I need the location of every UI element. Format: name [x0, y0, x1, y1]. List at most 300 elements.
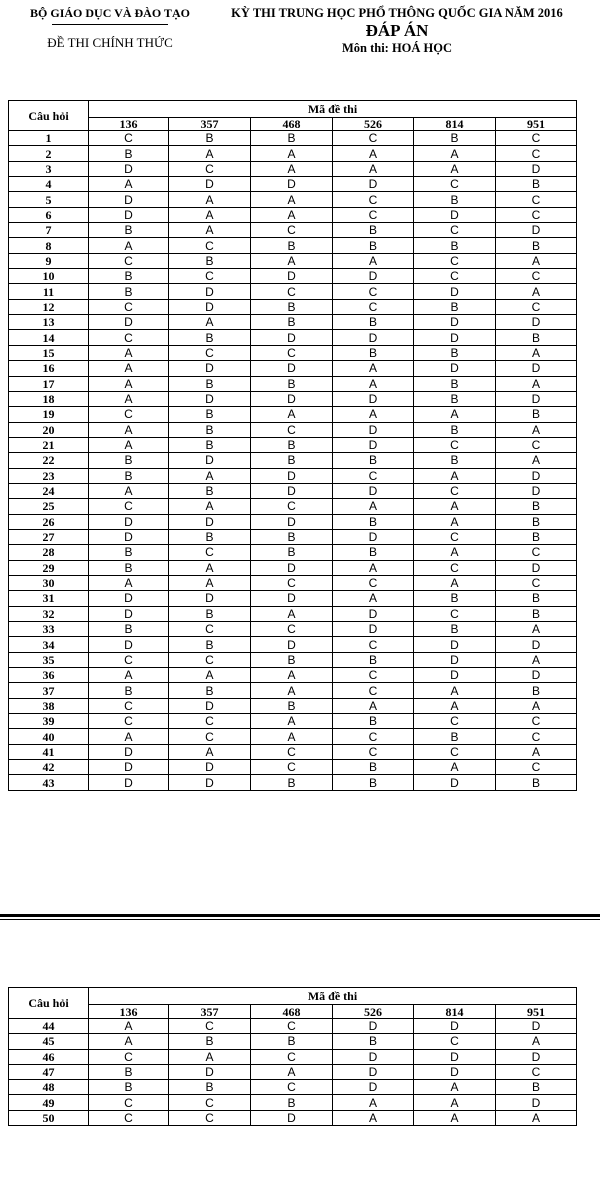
answer-cell: A	[333, 560, 414, 575]
answer-cell: D	[333, 1080, 414, 1095]
answer-row	[9, 683, 577, 698]
answer-row	[9, 330, 577, 345]
exam-code-header: 951	[496, 1005, 577, 1019]
question-number: 7	[9, 223, 89, 238]
answer-cell: D	[89, 514, 169, 529]
answer-cell: D	[333, 1064, 414, 1079]
answer-row	[9, 575, 577, 590]
answer-cell: A	[251, 606, 333, 621]
answer-cell: B	[89, 284, 169, 299]
answer-cell: B	[496, 499, 577, 514]
answer-cell: C	[333, 637, 414, 652]
question-number: 22	[9, 453, 89, 468]
answer-cell: C	[169, 729, 251, 744]
answer-cell: D	[496, 1019, 577, 1034]
answer-cell: B	[89, 269, 169, 284]
answer-cell: A	[89, 1034, 169, 1049]
answer-cell: A	[169, 146, 251, 161]
answer-cell: A	[414, 468, 496, 483]
answer-cell: D	[496, 468, 577, 483]
answer-cell: C	[333, 668, 414, 683]
answer-cell: C	[496, 299, 577, 314]
answer-cell: D	[496, 483, 577, 498]
question-number: 15	[9, 345, 89, 360]
question-number: 26	[9, 514, 89, 529]
answer-cell: B	[333, 514, 414, 529]
answer-cell: C	[496, 437, 577, 452]
question-number: 29	[9, 560, 89, 575]
answer-cell: A	[169, 560, 251, 575]
answer-cell: D	[333, 622, 414, 637]
answer-row	[9, 269, 577, 284]
ministry-underline	[52, 24, 168, 25]
answer-table-part-2	[8, 987, 577, 1126]
answer-row	[9, 315, 577, 330]
answer-row	[9, 161, 577, 176]
question-number: 28	[9, 545, 89, 560]
answer-cell: C	[169, 269, 251, 284]
answer-cell: A	[496, 453, 577, 468]
answer-cell: B	[496, 177, 577, 192]
answer-cell: A	[251, 192, 333, 207]
answer-cell: D	[496, 668, 577, 683]
answer-cell: B	[496, 529, 577, 544]
answer-cell: D	[169, 514, 251, 529]
answer-cell: C	[251, 499, 333, 514]
question-number: 33	[9, 622, 89, 637]
answer-rows-part-1	[9, 131, 577, 791]
exam-code-header: 526	[333, 118, 414, 131]
answer-cell: D	[251, 560, 333, 575]
answer-row	[9, 514, 577, 529]
answer-cell: D	[333, 529, 414, 544]
answer-row	[9, 499, 577, 514]
answer-cell: D	[333, 422, 414, 437]
answer-cell: D	[333, 1049, 414, 1064]
answer-cell: D	[251, 468, 333, 483]
answer-cell: A	[89, 376, 169, 391]
answer-cell: A	[251, 207, 333, 222]
answer-cell: B	[414, 729, 496, 744]
answer-cell: C	[251, 1019, 333, 1034]
answer-cell: C	[89, 299, 169, 314]
answer-cell: B	[333, 315, 414, 330]
answer-cell: B	[333, 760, 414, 775]
question-number: 18	[9, 391, 89, 406]
answer-cell: D	[496, 161, 577, 176]
answer-cell: C	[169, 1095, 251, 1110]
answer-row	[9, 652, 577, 667]
answer-cell: B	[496, 1080, 577, 1095]
answer-cell: B	[89, 1080, 169, 1095]
question-number: 47	[9, 1064, 89, 1079]
question-number: 43	[9, 775, 89, 790]
answer-cell: D	[169, 760, 251, 775]
answer-cell: C	[251, 744, 333, 759]
answer-cell: A	[333, 1110, 414, 1125]
answer-cell: D	[414, 1064, 496, 1079]
question-number: 50	[9, 1110, 89, 1125]
answer-cell: A	[496, 1034, 577, 1049]
question-number: 34	[9, 637, 89, 652]
answer-cell: D	[89, 161, 169, 176]
answer-cell: A	[89, 238, 169, 253]
question-number: 4	[9, 177, 89, 192]
answer-cell: A	[333, 146, 414, 161]
answer-row	[9, 177, 577, 192]
question-number: 41	[9, 744, 89, 759]
answer-cell: C	[89, 698, 169, 713]
answer-cell: C	[414, 560, 496, 575]
answer-cell: D	[169, 299, 251, 314]
question-number: 20	[9, 422, 89, 437]
answer-row	[9, 1080, 577, 1095]
answer-cell: B	[89, 223, 169, 238]
exam-code-header: 136	[89, 1005, 169, 1019]
answer-cell: C	[251, 760, 333, 775]
question-number: 42	[9, 760, 89, 775]
answer-cell: B	[251, 315, 333, 330]
answer-cell: A	[333, 698, 414, 713]
official-exam-label: ĐỀ THI CHÍNH THỨC	[47, 35, 173, 50]
answer-cell: B	[169, 422, 251, 437]
question-number: 24	[9, 483, 89, 498]
answer-cell: B	[496, 683, 577, 698]
answer-table-part-1	[8, 100, 577, 791]
answer-cell: D	[496, 315, 577, 330]
answer-cell: A	[251, 1064, 333, 1079]
answer-cell: A	[496, 345, 577, 360]
question-number: 8	[9, 238, 89, 253]
answer-cell: D	[496, 391, 577, 406]
answer-cell: C	[414, 714, 496, 729]
answer-cell: B	[169, 1080, 251, 1095]
answer-cell: D	[89, 637, 169, 652]
answer-cell: C	[333, 744, 414, 759]
answer-cell: A	[251, 407, 333, 422]
answer-cell: B	[414, 622, 496, 637]
question-number: 19	[9, 407, 89, 422]
answer-row	[9, 131, 577, 146]
answer-cell: C	[89, 253, 169, 268]
answer-cell: A	[333, 407, 414, 422]
answer-cell: D	[251, 591, 333, 606]
question-number: 44	[9, 1019, 89, 1034]
answer-cell: D	[169, 177, 251, 192]
answer-cell: B	[496, 330, 577, 345]
answer-cell: A	[414, 1110, 496, 1125]
exam-code-header: 526	[333, 1005, 414, 1019]
answer-cell: A	[251, 729, 333, 744]
answer-cell: D	[89, 606, 169, 621]
question-number: 14	[9, 330, 89, 345]
answer-cell: A	[496, 652, 577, 667]
answer-row	[9, 376, 577, 391]
answer-cell: B	[496, 775, 577, 790]
answer-row	[9, 253, 577, 268]
answer-cell: C	[496, 146, 577, 161]
answer-row	[9, 238, 577, 253]
answer-cell: B	[251, 1034, 333, 1049]
answer-cell: B	[414, 131, 496, 146]
answer-cell: B	[169, 253, 251, 268]
answer-cell: D	[169, 361, 251, 376]
answer-cell: D	[251, 269, 333, 284]
answer-cell: B	[414, 345, 496, 360]
answer-cell: C	[496, 729, 577, 744]
question-number: 23	[9, 468, 89, 483]
answer-cell: D	[414, 315, 496, 330]
answer-cell: C	[89, 131, 169, 146]
answer-cell: D	[333, 483, 414, 498]
answer-cell: C	[251, 345, 333, 360]
answer-cell: A	[333, 376, 414, 391]
answer-cell: A	[169, 207, 251, 222]
question-column-header: Câu hỏi	[9, 988, 89, 1019]
answer-row	[9, 560, 577, 575]
answer-row	[9, 1095, 577, 1110]
answer-cell: B	[333, 714, 414, 729]
answer-cell: B	[333, 345, 414, 360]
answer-cell: A	[169, 192, 251, 207]
answer-cell: A	[89, 483, 169, 498]
answer-cell: A	[333, 253, 414, 268]
answer-cell: B	[414, 422, 496, 437]
answer-cell: A	[414, 683, 496, 698]
answer-row	[9, 1034, 577, 1049]
answer-row	[9, 284, 577, 299]
answer-cell: C	[496, 1064, 577, 1079]
answer-row	[9, 437, 577, 452]
answer-cell: A	[333, 361, 414, 376]
answer-cell: B	[333, 545, 414, 560]
answer-cell: A	[251, 683, 333, 698]
answer-cell: A	[414, 161, 496, 176]
answer-cell: A	[414, 407, 496, 422]
answer-cell: C	[169, 161, 251, 176]
answer-cell: C	[333, 299, 414, 314]
answer-cell: C	[89, 1095, 169, 1110]
answer-cell: B	[89, 1064, 169, 1079]
exam-code-header: 814	[414, 1005, 496, 1019]
answer-cell: B	[169, 437, 251, 452]
issuer-block	[10, 6, 210, 51]
answer-cell: D	[169, 284, 251, 299]
answer-cell: A	[89, 668, 169, 683]
answer-cell: D	[251, 361, 333, 376]
answer-cell: A	[169, 468, 251, 483]
answer-cell: C	[333, 207, 414, 222]
answer-cell: C	[333, 131, 414, 146]
answer-cell: B	[89, 453, 169, 468]
answer-row	[9, 637, 577, 652]
answer-cell: D	[496, 361, 577, 376]
question-number: 35	[9, 652, 89, 667]
answer-row	[9, 729, 577, 744]
answer-cell: A	[169, 744, 251, 759]
answer-cell: D	[169, 698, 251, 713]
answer-cell: B	[333, 223, 414, 238]
answer-cell: A	[251, 146, 333, 161]
answer-cell: D	[414, 775, 496, 790]
answer-cell: C	[333, 192, 414, 207]
answer-cell: A	[89, 1019, 169, 1034]
answer-cell: D	[414, 637, 496, 652]
answer-cell: C	[251, 422, 333, 437]
answer-cell: D	[414, 1019, 496, 1034]
answer-cell: A	[169, 499, 251, 514]
answer-cell: C	[251, 575, 333, 590]
answer-row	[9, 760, 577, 775]
exam-code-header: 136	[89, 118, 169, 131]
question-number: 13	[9, 315, 89, 330]
answer-cell: B	[251, 131, 333, 146]
question-number: 49	[9, 1095, 89, 1110]
answer-cell: A	[169, 668, 251, 683]
answer-cell: D	[89, 760, 169, 775]
answer-cell: D	[169, 391, 251, 406]
answer-cell: C	[496, 269, 577, 284]
question-number: 46	[9, 1049, 89, 1064]
question-number: 30	[9, 575, 89, 590]
answer-cell: C	[169, 652, 251, 667]
answer-cell: B	[169, 407, 251, 422]
answer-cell: A	[414, 760, 496, 775]
answer-cell: D	[414, 652, 496, 667]
answer-cell: D	[89, 775, 169, 790]
answer-cell: A	[414, 1095, 496, 1110]
answer-cell: C	[169, 545, 251, 560]
answer-row	[9, 299, 577, 314]
answer-cell: C	[496, 192, 577, 207]
answer-cell: C	[169, 238, 251, 253]
question-number: 10	[9, 269, 89, 284]
page-separator-thin	[0, 919, 600, 920]
answer-row	[9, 545, 577, 560]
answer-cell: D	[414, 361, 496, 376]
answer-row	[9, 622, 577, 637]
answer-cell: A	[333, 499, 414, 514]
answer-cell: D	[251, 637, 333, 652]
answer-cell: A	[496, 376, 577, 391]
answer-row	[9, 744, 577, 759]
answer-cell: B	[251, 299, 333, 314]
answer-cell: A	[333, 1095, 414, 1110]
answer-cell: C	[496, 575, 577, 590]
question-number: 39	[9, 714, 89, 729]
answer-cell: C	[414, 483, 496, 498]
answer-row	[9, 1110, 577, 1125]
answer-cell: D	[333, 269, 414, 284]
answer-cell: C	[251, 284, 333, 299]
answer-cell: B	[89, 468, 169, 483]
answer-cell: D	[333, 606, 414, 621]
answer-row	[9, 453, 577, 468]
answer-cell: B	[496, 514, 577, 529]
answer-cell: A	[496, 622, 577, 637]
answer-cell: A	[414, 575, 496, 590]
page-separator-thick	[0, 914, 600, 917]
answer-cell: A	[89, 345, 169, 360]
answer-cell: C	[251, 223, 333, 238]
question-number: 32	[9, 606, 89, 621]
answer-cell: A	[89, 391, 169, 406]
answer-cell: D	[169, 591, 251, 606]
answer-cell: C	[169, 345, 251, 360]
answer-cell: B	[251, 529, 333, 544]
answer-row	[9, 146, 577, 161]
answer-cell: A	[89, 361, 169, 376]
answer-cell: B	[414, 299, 496, 314]
exam-title: KỲ THI TRUNG HỌC PHỔ THÔNG QUỐC GIA NĂM 2016	[231, 6, 563, 20]
answer-cell: C	[251, 1080, 333, 1095]
answer-cell: D	[251, 330, 333, 345]
answer-cell: A	[414, 499, 496, 514]
answer-cell: B	[414, 591, 496, 606]
answer-cell: C	[169, 622, 251, 637]
answer-cell: C	[251, 622, 333, 637]
answer-cell: D	[333, 1019, 414, 1034]
answer-cell: A	[414, 1080, 496, 1095]
exam-code-header: 814	[414, 118, 496, 131]
question-number: 6	[9, 207, 89, 222]
answer-cell: A	[251, 253, 333, 268]
answer-cell: C	[89, 499, 169, 514]
question-number: 21	[9, 437, 89, 452]
answer-cell: C	[169, 714, 251, 729]
question-number: 3	[9, 161, 89, 176]
answer-cell: B	[333, 1034, 414, 1049]
answer-cell: D	[169, 1064, 251, 1079]
answer-cell: A	[414, 146, 496, 161]
question-number: 5	[9, 192, 89, 207]
answer-row	[9, 591, 577, 606]
answer-cell: A	[89, 422, 169, 437]
answer-cell: C	[414, 437, 496, 452]
subject-line: Môn thi: HOÁ HỌC	[341, 41, 453, 55]
answer-cell: A	[169, 315, 251, 330]
question-number: 36	[9, 668, 89, 683]
answer-cell: D	[496, 560, 577, 575]
answer-cell: C	[333, 575, 414, 590]
answer-cell: B	[89, 146, 169, 161]
answer-cell: A	[414, 514, 496, 529]
answer-cell: C	[333, 683, 414, 698]
answer-cell: B	[251, 437, 333, 452]
answer-cell: C	[89, 1049, 169, 1064]
answer-cell: B	[89, 545, 169, 560]
answer-cell: A	[251, 668, 333, 683]
question-number: 16	[9, 361, 89, 376]
answer-cell: D	[333, 177, 414, 192]
answer-cell: A	[333, 591, 414, 606]
question-number: 2	[9, 146, 89, 161]
answer-cell: A	[496, 744, 577, 759]
answer-row	[9, 1064, 577, 1079]
answer-cell: B	[89, 683, 169, 698]
answer-row	[9, 223, 577, 238]
question-number: 31	[9, 591, 89, 606]
answer-cell: C	[414, 744, 496, 759]
answer-cell: B	[251, 775, 333, 790]
answer-row	[9, 361, 577, 376]
answer-cell: B	[169, 606, 251, 621]
answer-cell: C	[251, 1049, 333, 1064]
answer-cell: B	[496, 238, 577, 253]
answer-cell: B	[169, 529, 251, 544]
answer-row	[9, 468, 577, 483]
answer-cell: D	[414, 1049, 496, 1064]
